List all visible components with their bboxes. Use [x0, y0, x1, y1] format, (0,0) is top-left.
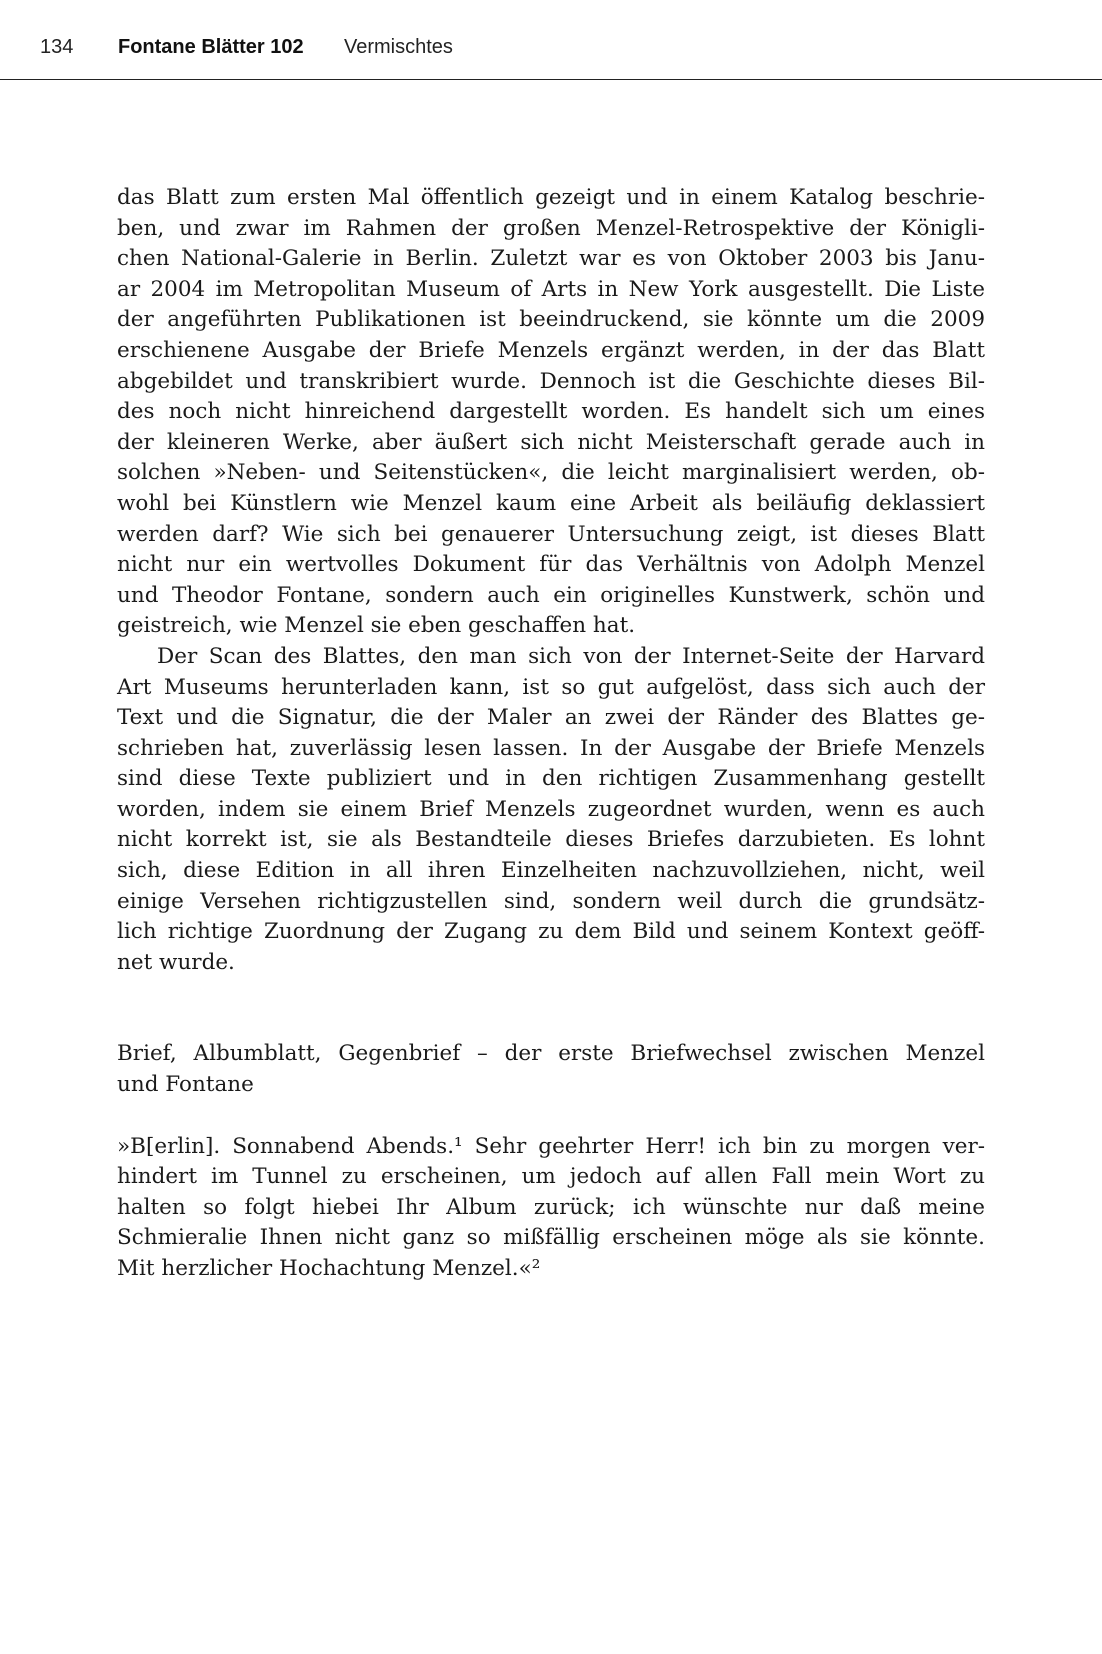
paragraph: [117, 183, 985, 642]
text-line: einige Versehen richtigzustellen sind, sondern weil durch die grundsätz-: [117, 888, 985, 914]
text-line: sich, diese Edition in all ihren Einzelheiten nachzuvollziehen, nicht, weil: [117, 858, 985, 884]
text-line: erschienene Ausgabe der Briefe Menzels ergänzt werden, in der das Blatt: [117, 337, 985, 363]
text-line: halten so folgt hiebei Ihr Album zurück; ich wünschte nur daß meine: [117, 1194, 985, 1220]
text-line: abgebildet und transkribiert wurde. Dennoch ist die Geschichte dieses Bil-: [117, 368, 985, 394]
text-line: der kleineren Werke, aber äußert sich nicht Meisterschaft gerade auch in: [117, 429, 985, 455]
text-line: Der Scan des Blattes, den man sich von der Internet-Seite der Harvard: [157, 643, 985, 669]
text-line: der angeführten Publikationen ist beeindruckend, sie könnte um die 2009: [117, 307, 985, 333]
spacer: [117, 1101, 985, 1132]
text-line: werden darf? Wie sich bei genauerer Untersuchung zeigt, ist dieses Blatt: [117, 521, 985, 547]
text-line: lich richtige Zuordnung der Zugang zu dem Bild und seinem Kontext geöff-: [117, 919, 985, 945]
quoted-letter: [117, 1132, 985, 1285]
text-line: das Blatt zum ersten Mal öffentlich gezeigt und in einem Katalog beschrie-: [117, 185, 985, 210]
heading-line: Brief, Albumblatt, Gegenbrief – der erste Briefwechsel zwischen Menzel: [117, 1041, 985, 1067]
page-number: 134: [40, 36, 74, 58]
text-line: Text und die Signatur, die der Maler an zwei der Ränder des Blattes ge-: [117, 705, 985, 731]
text-line: chen National-Galerie in Berlin. Zuletzt war es von Oktober 2003 bis Janu-: [117, 246, 985, 272]
text-line: ben, und zwar im Rahmen der großen Menzel-Retrospektive der Königli-: [117, 215, 985, 241]
text-line: solchen »Neben- und Seitenstücken«, die leicht marginalisiert werden, ob-: [117, 460, 985, 486]
running-header: [0, 0, 1102, 80]
text-line: ar 2004 im Metropolitan Museum of Arts in New York ausgestellt. Die Liste: [117, 276, 985, 302]
text-line: und Theodor Fontane, sondern auch ein originelles Kunstwerk, schön und: [117, 582, 985, 608]
text-line: nicht nur ein wertvolles Dokument für das Verhältnis von Adolph Menzel: [117, 552, 985, 578]
journal-title: Fontane Blätter 102: [118, 36, 304, 58]
text-line: schrieben hat, zuverlässig lesen lassen. In der Ausgabe der Briefe Menzels: [117, 735, 985, 761]
text-line: hindert im Tunnel zu erscheinen, um jedoch auf allen Fall mein Wort zu: [117, 1164, 985, 1190]
spacer: [117, 978, 985, 1039]
text-line: Schmieralie Ihnen nicht ganz so mißfällig erscheinen möge als sie könnte.: [117, 1225, 985, 1251]
text-line: net wurde.: [117, 949, 235, 975]
text-line: sind diese Texte publiziert und in den richtigen Zusammenhang gestellt: [117, 766, 985, 792]
text-line: Mit herzlicher Hochachtung Menzel.«²: [117, 1256, 541, 1281]
page-body: [117, 183, 985, 1285]
text-line: des noch nicht hinreichend dargestellt worden. Es handelt sich um eines: [117, 399, 985, 425]
text-line: nicht korrekt ist, sie als Bestandteile dieses Briefes darzubieten. Es lohnt: [117, 827, 985, 853]
heading-line: und Fontane: [117, 1072, 254, 1098]
text-line: »B[erlin]. Sonnabend Abends.¹ Sehr geehrter Herr! ich bin zu morgen ver-: [117, 1133, 985, 1159]
text-line: wohl bei Künstlern wie Menzel kaum eine Arbeit als beiläufig deklassiert: [117, 490, 985, 516]
paragraph: [117, 642, 985, 979]
text-line: Art Museums herunterladen kann, ist so gut aufgelöst, dass sich auch der: [117, 674, 985, 700]
section-heading: [117, 1039, 985, 1100]
section-title: Vermischtes: [344, 36, 453, 58]
text-line: worden, indem sie einem Brief Menzels zugeordnet wurden, wenn es auch: [117, 796, 985, 822]
text-line: geistreich, wie Menzel sie eben geschaffen hat.: [117, 613, 636, 639]
